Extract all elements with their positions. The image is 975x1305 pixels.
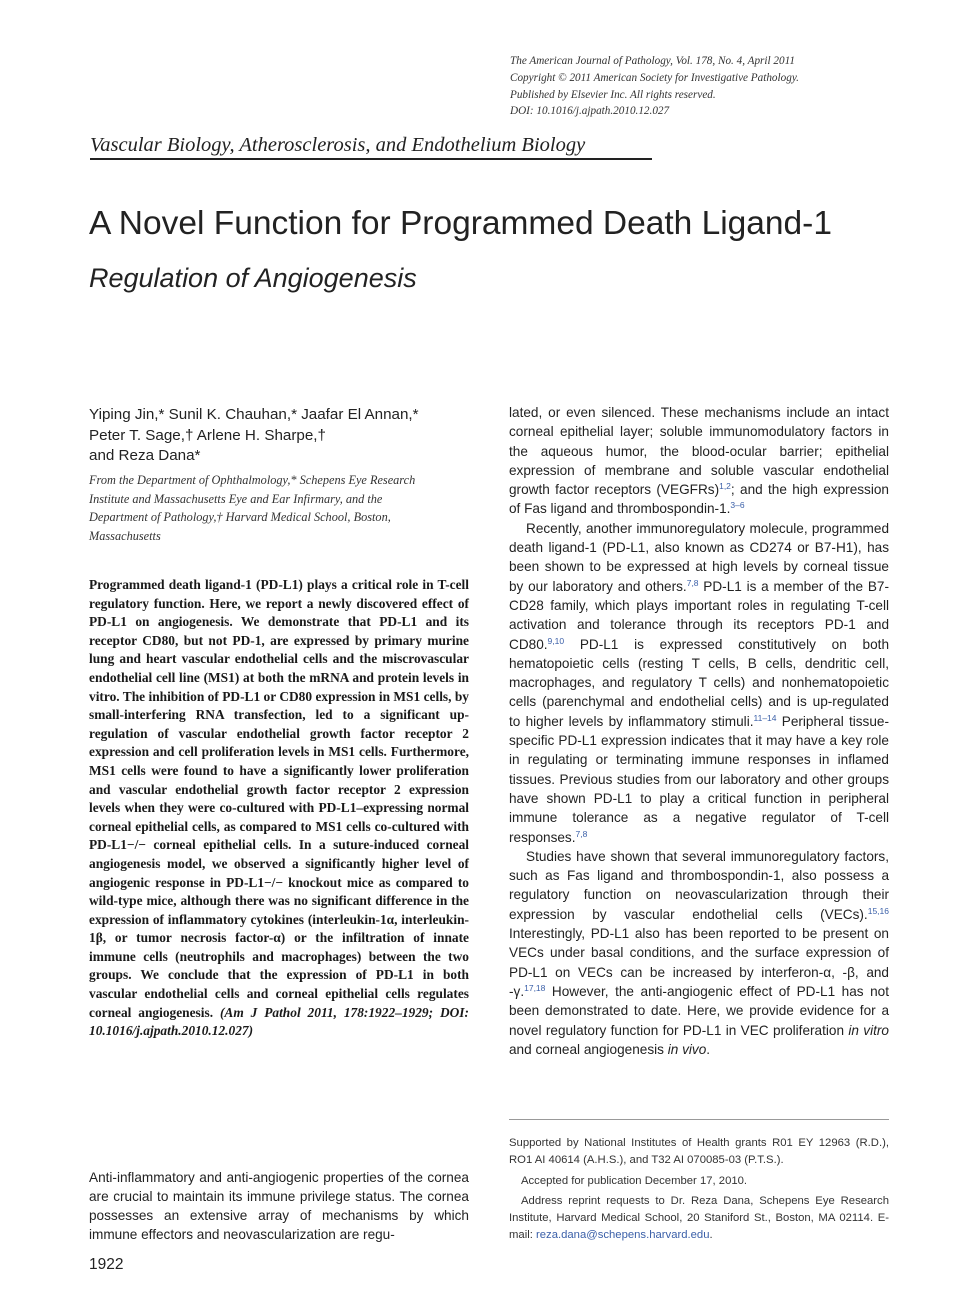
author-line: Yiping Jin,* Sunil K. Chauhan,* Jaafar El Annan,*: [89, 406, 419, 423]
body-text: However, the anti-angiogenic effect of PD-L1 has not been demonstrated to date. Here, we provide evidence for a novel regulatory function for PD-L1 in VEC proliferation: [509, 983, 889, 1038]
affiliation-line: Massachusetts: [89, 528, 161, 543]
affiliation-line: Department of Pathology,† Harvard Medical School, Boston,: [89, 510, 391, 524]
body-text: PD-L1 is a member of the B7-CD28 family, which plays important roles in regulating T-cell activation and tolerance through its receptors PD-1 and CD80.: [509, 578, 889, 652]
page-number: 1922: [89, 1256, 124, 1273]
footnote-support: Supported by National Institutes of Health grants R01 EY 12963 (R.D.), RO1 AI 40614 (A.H.S.), and T32 AI 070085-03 (P.T.S.).: [509, 1137, 889, 1166]
article-subtitle: Regulation of Angiogenesis: [89, 263, 417, 293]
footnote-period: .: [709, 1228, 713, 1241]
affiliation: [89, 471, 479, 545]
body-italic: in vivo: [667, 1041, 707, 1057]
body-text: PD-L1 is expressed constitutively on both hematopoietic cells (resting T cells, B cells, dendritic cell, macrophages, and regulatory T cells) and nonhematopoietic cells (parenchymal and endothelial cells) and is up-regulated to higher levels by inflammatory stimuli.: [509, 636, 889, 729]
body-text: Recently, another immunoregulatory molecule, programmed death ligand-1 (PD-L1, also known as CD274 or B7-H1), has been shown to be expressed at high levels by corneal tissue by our laboratory and others.: [509, 520, 889, 594]
section-heading: Vascular Biology, Atherosclerosis, and Endothelium Biology: [90, 132, 652, 160]
journal-info-line: The American Journal of Pathology, Vol. 178, No. 4, April 2011: [510, 55, 795, 67]
reference-link[interactable]: 7,8: [575, 828, 588, 839]
affiliation-line: Institute and Massachusetts Eye and Ear Infirmary, and the: [89, 491, 383, 506]
journal-info-doi: DOI: 10.1016/j.ajpath.2010.12.027: [510, 105, 670, 118]
body-text: and corneal angiogenesis: [509, 1041, 668, 1057]
body-text: Interestingly, PD-L1 also has been reported to be present on VECs under basal conditions, and the surface expression of PD-L1 on VECs can be increased by interferon-α, -β, and -γ.: [509, 926, 889, 999]
author-list: [89, 405, 479, 467]
body-italic: in vitro: [848, 1022, 889, 1038]
email-link[interactable]: reza.dana@schepens.harvard.edu: [536, 1228, 710, 1241]
body-text: lated, or even silenced. These mechanisms include an intact corneal epithelial layer; soluble immunomodulatory factors in the aqueous humor, the blood-ocular barrier; epithelial expression of membrane and soluble vascular endothelial growth factor receptors (VEGFRs): [509, 405, 889, 498]
reference-link[interactable]: 15,16: [867, 905, 889, 916]
abstract: [89, 576, 469, 1041]
reference-link[interactable]: 17,18: [524, 982, 546, 993]
abstract-text: Programmed death ligand-1 (PD-L1) plays a critical role in T-cell regulatory function. Here, we report a newly discovered effect of PD-L1 on angiogenesis. We demonstrate that PD-L1 and its receptor CD80, but not PD-1, are expressed by primary murine lung and heart vascular endothelial cells and the miscrovascular endothelial cell line (MS1) at both the mRNA and protein levels in vitro. The inhibition of PD-L1 or CD80 expression in MS1 cells, by small-interfering RNA transfection, led to a significant up-regulation of vascular endothelial growth factor receptor 2 expression and cell proliferation levels in MS1 cells. Furthermore, MS1 cells were found to have a significantly lower proliferation and vascular endothelial growth factor receptor 2 expression levels when they were co-cultured with PD-L1–expressing normal corneal epithelial cells, as compared to MS1 cells co-cultured with PD-L1−/− corneal epithelial cells. In a suture-induced corneal angiogenesis model, we observed a significantly higher level of angiogenic response in PD-L1−/− knockout mice as compared to wild-type mice, although there was no significant difference in the expression of inflammatory cytokines (interleukin-1α, interleukin-1β, or tumor necrosis factor-α) or the infiltration of innate immune cells (neutrophils and macrophages) between the two groups. We conclude that the expression of PD-L1 in both vascular endothelial cells and corneal epithelial cells regulates corneal angiogenesis.: [89, 577, 469, 1020]
body-paragraph: [509, 403, 889, 519]
body-paragraph: [509, 847, 889, 1059]
body-column-left: [89, 1168, 469, 1244]
body-paragraph: [509, 519, 889, 847]
body-text: .: [706, 1041, 711, 1057]
footnote-address: [509, 1193, 889, 1243]
body-text: Studies have shown that several immunoregulatory factors, such as Fas ligand and thrombospondin-1, also possess a regulatory function on neovascularization through their expression by vascular endothelial cells (VECs).: [509, 848, 889, 922]
reference-link[interactable]: 11–14: [753, 712, 777, 723]
journal-info: [510, 53, 910, 120]
reference-link[interactable]: 1,2: [719, 481, 731, 492]
footnote-accepted: Accepted for publication December 17, 2010.: [521, 1174, 748, 1187]
footnotes: [509, 1135, 889, 1248]
reference-link[interactable]: 3–6: [730, 500, 745, 511]
body-text: ; and the high expression of Fas ligand and thrombospondin-1.: [509, 482, 889, 517]
author-line: Peter T. Sage,† Arlene H. Sharpe,†: [89, 426, 326, 444]
journal-info-line: Copyright © 2011 American Society for Investigative Pathology.: [510, 71, 799, 84]
reference-link[interactable]: 7,8: [686, 577, 699, 588]
body-column-right: [509, 403, 889, 1059]
footnote-address-text: Address reprint requests to Dr. Reza Dana, Schepens Eye Research Institute, Harvard Medical School, 20 Staniford St., Boston, MA 02114. E-mail:: [509, 1195, 889, 1241]
body-paragraph: Anti-inflammatory and anti-angiogenic properties of the cornea are crucial to maintain its immune privilege status. The cornea possesses an extensive array of mechanisms by which immune effectors and neovascularization are regu-: [89, 1170, 469, 1242]
body-text: Peripheral tissue-specific PD-L1 expression indicates that it may have a key role in regulating or terminating immune responses in inflamed tissues. Previous studies from our laboratory and other groups have shown PD-L1 to play a critical function in peripheral immune tolerance as a negative regulator of T-cell responses.: [509, 713, 889, 845]
footnote-divider: [509, 1119, 889, 1120]
reference-link[interactable]: 9,10: [547, 635, 565, 646]
article-title: A Novel Function for Programmed Death Ligand-1: [89, 205, 832, 242]
author-line: and Reza Dana*: [89, 447, 201, 464]
abstract-citation: (Am J Pathol 2011, 178:1922–1929; DOI: 10.1016/j.ajpath.2010.12.027): [89, 1004, 469, 1039]
affiliation-line: From the Department of Ophthalmology,* Schepens Eye Research: [89, 473, 416, 487]
journal-info-line: Published by Elsevier Inc. All rights reserved.: [510, 88, 716, 101]
